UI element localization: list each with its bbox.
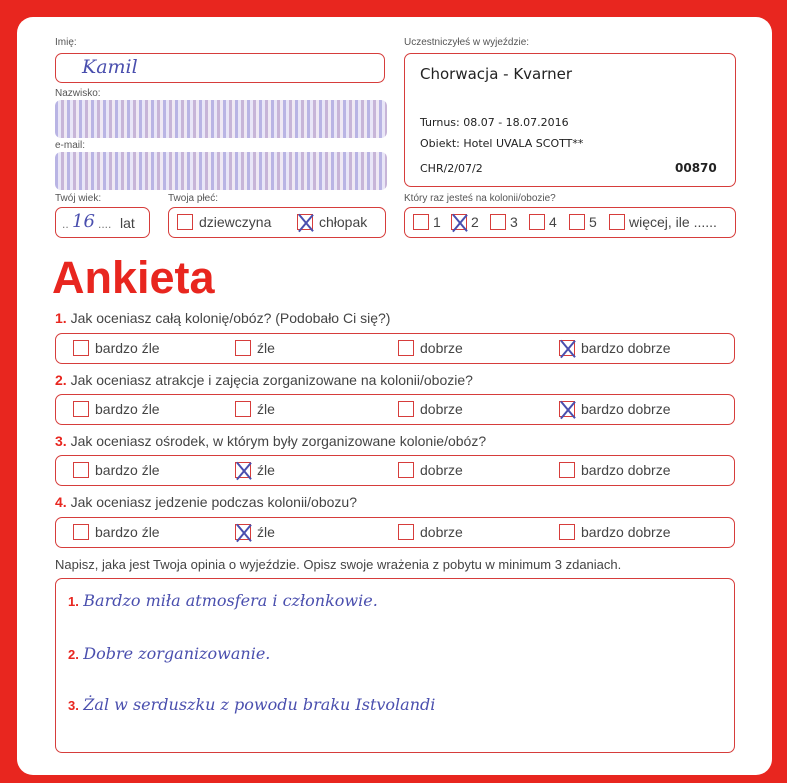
times-field: [404, 207, 736, 238]
question-3: 3. Jak oceniasz ośrodek, w którym były zorganizowane kolonie/obóz?: [55, 433, 487, 449]
trip-number: 00870: [675, 161, 717, 175]
question-1: 1. Jak oceniasz całą kolonię/obóz? (Podobało Ci się?): [55, 310, 391, 326]
opinion-line-3: 3. Żal w serduszku z powodu braku Istvolandi: [68, 695, 436, 714]
q3-option-very-good[interactable]: bardzo dobrze: [559, 462, 671, 478]
q4-option-bad[interactable]: źle: [235, 524, 275, 540]
trip-code: CHR/2/07/2: [420, 162, 483, 175]
question-4-answers: [55, 517, 735, 548]
email-label: e-mail:: [55, 140, 86, 151]
trip-info-box: [404, 53, 736, 187]
gender-option-male[interactable]: chłopak: [297, 214, 367, 230]
opinion-prompt: Napisz, jaka jest Twoja opinia o wyjeździe. Opisz swoje wrażenia z pobytu w minimum 3 zdaniach.: [55, 557, 622, 572]
question-1-answers: [55, 333, 735, 364]
q1-option-very-good[interactable]: bardzo dobrze: [559, 340, 671, 356]
question-4: 4. Jak oceniasz jedzenie podczas kolonii/obozu?: [55, 494, 357, 510]
age-value: 16: [72, 211, 95, 232]
q1-option-bad[interactable]: źle: [235, 340, 275, 356]
question-2: 2. Jak oceniasz atrakcje i zajęcia zorganizowane na kolonii/obozie?: [55, 372, 473, 388]
times-option-2[interactable]: 2: [451, 214, 479, 230]
times-label: Który raz jesteś na kolonii/obozie?: [404, 193, 556, 204]
gender-option-female[interactable]: dziewczyna: [177, 214, 271, 230]
q4-option-very-bad[interactable]: bardzo źle: [73, 524, 160, 540]
surname-label: Nazwisko:: [55, 88, 101, 99]
surname-redacted: [55, 100, 387, 138]
times-option-4[interactable]: 4: [529, 214, 557, 230]
q2-option-very-good[interactable]: bardzo dobrze: [559, 401, 671, 417]
q2-option-bad[interactable]: źle: [235, 401, 275, 417]
times-option-1[interactable]: 1: [413, 214, 441, 230]
trip-label: Uczestniczyłeś w wyjeździe:: [404, 37, 530, 48]
q1-option-very-bad[interactable]: bardzo źle: [73, 340, 160, 356]
trip-turnus: Turnus: 08.07 - 18.07.2016: [420, 116, 569, 129]
q4-option-good[interactable]: dobrze: [398, 524, 463, 540]
opinion-textarea[interactable]: [55, 578, 735, 753]
q3-option-very-bad[interactable]: bardzo źle: [73, 462, 160, 478]
opinion-line-1: 1. Bardzo miła atmosfera i członkowie.: [68, 591, 378, 610]
trip-object: Obiekt: Hotel UVALA SCOTT**: [420, 137, 584, 150]
name-field[interactable]: [55, 53, 385, 83]
q1-option-good[interactable]: dobrze: [398, 340, 463, 356]
name-value: Kamil: [82, 56, 138, 78]
checkbox-male[interactable]: [297, 214, 313, 230]
times-option-more[interactable]: więcej, ile ......: [609, 214, 717, 230]
q2-option-very-bad[interactable]: bardzo źle: [73, 401, 160, 417]
q3-option-bad[interactable]: źle: [235, 462, 275, 478]
times-option-5[interactable]: 5: [569, 214, 597, 230]
age-field[interactable]: .. 16 .... lat: [55, 207, 150, 238]
email-redacted: [55, 152, 387, 190]
q2-option-good[interactable]: dobrze: [398, 401, 463, 417]
name-label: Imię:: [55, 37, 77, 48]
q4-option-very-good[interactable]: bardzo dobrze: [559, 524, 671, 540]
question-2-answers: [55, 394, 735, 425]
gender-field: [168, 207, 386, 238]
times-option-3[interactable]: 3: [490, 214, 518, 230]
question-3-answers: [55, 455, 735, 486]
checkbox-female[interactable]: [177, 214, 193, 230]
gender-label: Twoja płeć:: [168, 193, 219, 204]
age-unit: lat: [120, 215, 135, 231]
trip-title: Chorwacja - Kvarner: [420, 65, 573, 83]
opinion-line-2: 2. Dobre zorganizowanie.: [68, 644, 271, 663]
q3-option-good[interactable]: dobrze: [398, 462, 463, 478]
page-title: Ankieta: [52, 252, 215, 303]
age-label: Twój wiek:: [55, 193, 102, 204]
